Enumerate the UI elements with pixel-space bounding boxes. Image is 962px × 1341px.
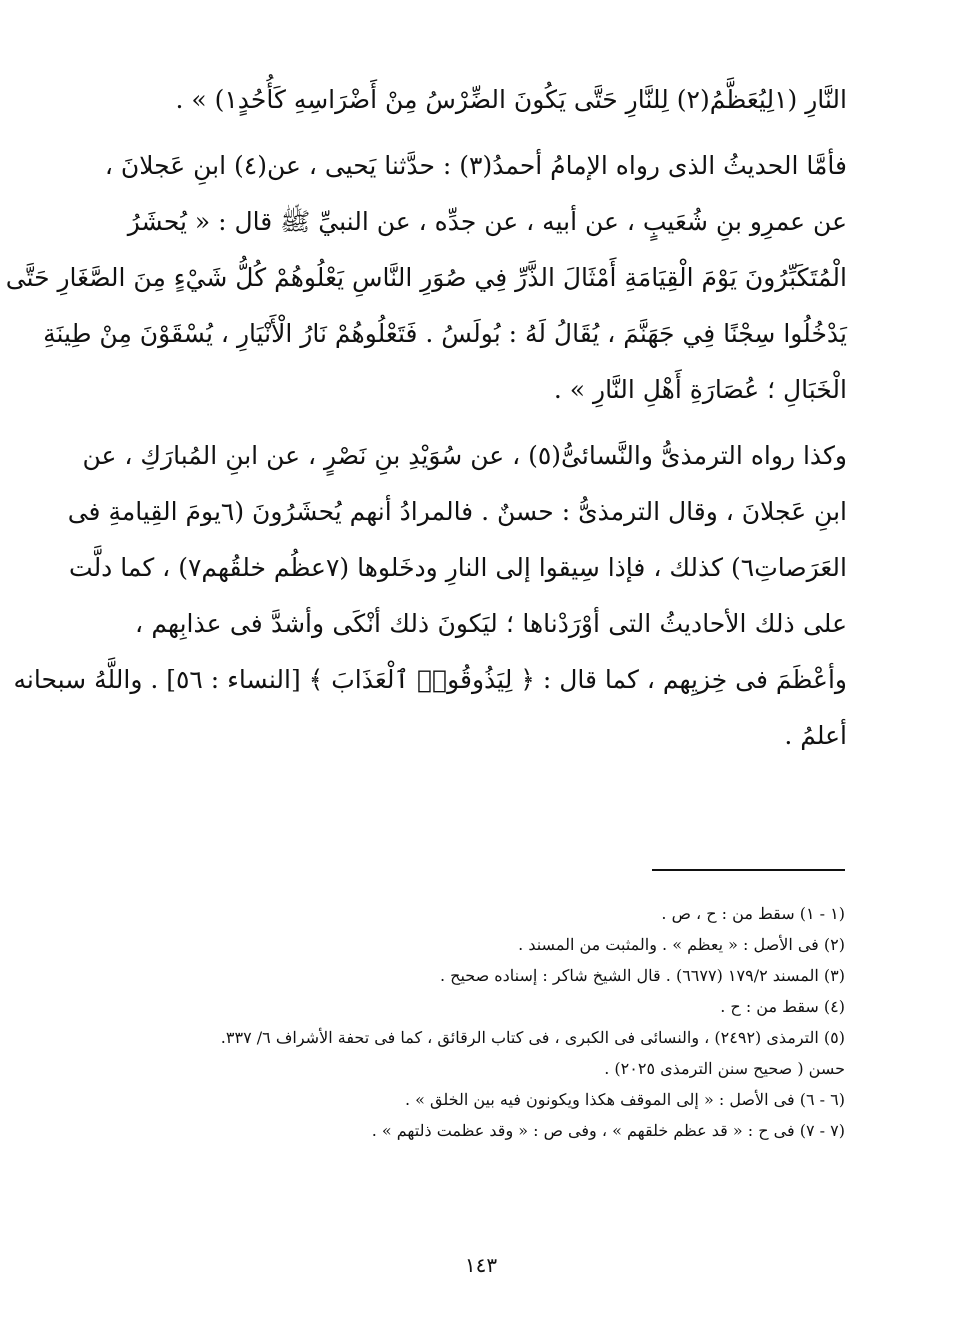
footnote: (٧ - ٧) فى ح : « قد عظم خلقهم » ، وفى ص : « وقد عظمت ذلتهم » . — [371, 1121, 845, 1140]
text-line: العَرَصاتِ٦) كذلك ، فإذا سِيقوا إلى النارِ ودخَلوها (٧عظُم خلقُهم٧) ، كما دلَّت — [69, 553, 847, 582]
footnotes — [130, 898, 845, 1146]
footnote-divider — [652, 869, 845, 871]
text-line: الْمُتَكَبِّرُونَ يَوْمَ الْقِيَامَةِ أَمْثَالَ الذَّرِّ فِي صُوَرِ النَّاسِ يَعْلُوهُمْ كُلُّ شَيْءٍ مِنَ الصَّغَارِ حَتَّى — [5, 263, 847, 292]
text-line: فأمَّا الحديثُ الذى رواه الإمامُ أحمدُ(٣) : حدَّثنا يَحيى ، عن(٤) ابنِ عَجلانَ ، — [104, 151, 847, 180]
text-line: ابنِ عَجلانَ ، وقال الترمذىُّ : حسنٌ . فالمرادُ أنهم يُحشَرُونَ (٦يومَ القِيامةِ فى — [67, 497, 847, 526]
text-line: يَدْخُلُوا سِجْنًا فِي جَهَنَّمَ ، يُقَالُ لَهُ : بُولَسُ . فَتَعْلُوهُمْ نَارُ الْأَنْيَارِ ، يُسْقَوْنَ مِنْ طِينَةِ — [43, 319, 847, 348]
footnote: (٥) الترمذى (٢٤٩٢) ، والنسائى فى الكبرى ، فى كتاب الرقائق ، كما فى تحفة الأشراف ٦/ ٣٣٧. — [220, 1028, 845, 1047]
main-text — [5, 72, 847, 764]
page-number: ١٤٣ — [464, 1253, 498, 1277]
footnote: (٦ - ٦) فى الأصل : « إلى الموقف هكذا ويكونون فيه بين الخلق » . — [404, 1090, 845, 1109]
text-line: النَّارِ (١لِيُعَظَّمُ(٢) لِلنَّارِ حَتَّى يَكُونَ الضِّرْسُ مِنْ أَضْرَاسِهِ كَأُحُدٍ١) » . — [175, 85, 847, 114]
text-line: الْخَبَالِ ؛ عُصَارَةِ أَهْلِ النَّارِ » . — [553, 375, 847, 404]
text-line: وأعْظَمَ فى خِزيِهم ، كما قال : ﴿ لِيَذُوقُوا۟ ٱلْعَذَابَ ﴾ [النساء : ٥٦] . واللَّهُ سبحانه — [13, 665, 847, 694]
text-line: أعلمُ . — [784, 721, 847, 750]
footnote: حسن ( صحيح سنن الترمذى ٢٠٢٥) . — [604, 1059, 845, 1078]
paragraph-gap — [135, 418, 847, 428]
footnote: (٢) فى الأصل : « يعظم » . والمثبت من المسند . — [518, 935, 845, 954]
paragraph-gap — [135, 128, 847, 138]
text-line: على ذلك الأحاديثُ التى أوْرَدْناها ؛ ليَكونَ ذلك أنْكَى وأشدَّ فى عذابِهم ، — [135, 609, 847, 638]
text-line: عن عمرِو بنِ شُعَيبٍ ، عن أبيه ، عن جدِّه ، عن النبيِّ ﷺ قال : « يُحشَرُ — [127, 207, 847, 236]
footnote: (١ - ١) سقط من : ح ، ص . — [661, 904, 845, 923]
footnote: (٤) سقط من : ح . — [720, 997, 845, 1016]
footnote: (٣) المسند ١٧٩/٢ (٦٦٧٧) . قال الشيخ شاكر : إسناده صحيح . — [439, 966, 845, 985]
text-line: وكذا رواه الترمذىُّ والنَّسائىُّ(٥) ، عن سُوَيْدِ بنِ نَصْرٍ ، عن ابنِ المُبارَكِ ، عن — [82, 441, 847, 470]
